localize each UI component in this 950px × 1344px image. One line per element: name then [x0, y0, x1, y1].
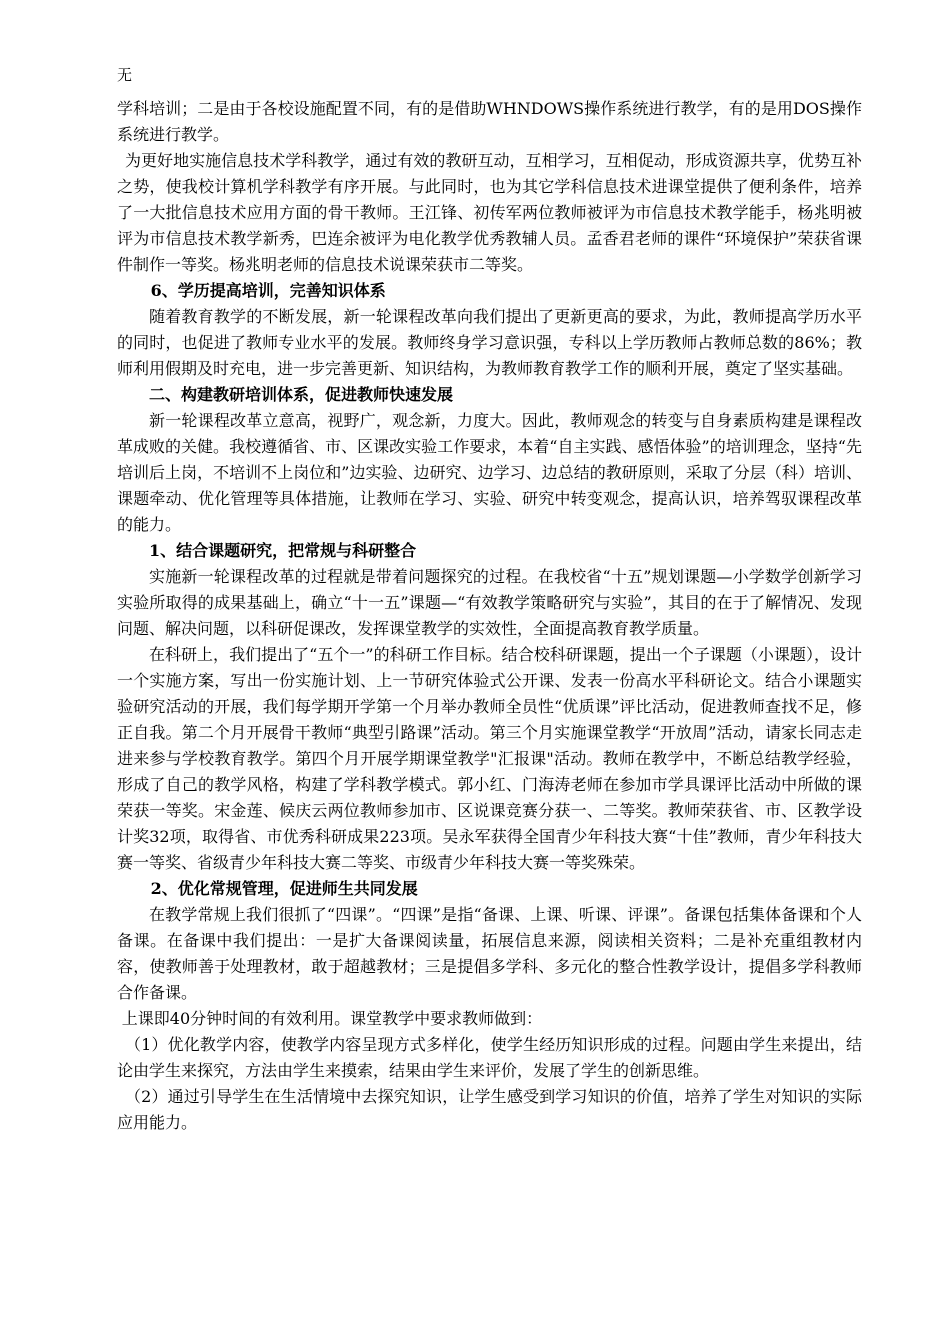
subsection-heading-1: 1、结合课题研究，把常规与科研整合 — [149, 541, 417, 560]
list-item-1: （1）优化教学内容，使教学内容呈现方式多样化，使学生经历知识形成的过程。问题由学生来提出，结论由学生来探究，方法由学生来摸索，结果由学生来评价，发展了学生的创新思维。 — [117, 1035, 862, 1080]
paragraph-3: 随着教育教学的不断发展，新一轮课程改革向我们提出了更新更高的要求，为此，教师提高学历水平的同时，也促进了教师专业水平的发展。教师终身学习意识强，专科以上学历教师占教师总数的86%；教师利用假期及时充电，进一步完善更新、知识结构，为教师教育教学工作的顺利开展，奠定了坚实基础。 — [117, 307, 862, 378]
paragraph-2: 为更好地实施信息技术学科教学，通过有效的教研互动，互相学习，互相促动，形成资源共享，优势互补之势，使我校计算机学科教学有序开展。与此同时，也为其它学科信息技术进课堂提供了便利条件，培养了一大批信息技术应用方面的骨干教师。王江锋、初传军两位教师被评为市信息技术教学能手，杨兆明被评为市信息技术教学新秀，巴连余被评为电化教学优秀教辅人员。孟香君老师的课件“环境保护”荣获省课件制作一等奖。杨兆明老师的信息技术说课荣获市二等奖。 — [117, 151, 862, 274]
paragraph-1: 学科培训；二是由于各校设施配置不同，有的是借助WHNDOWS操作系统进行教学，有的是用DOS操作系统进行教学。 — [117, 99, 862, 144]
paragraph-5: 实施新一轮课程改革的过程就是带着问题探究的过程。在我校省“十五”规划课题—小学数学创新学习实验所取得的成果基础上，确立“十一五”课题—“有效教学策略研究与实验”，其目的在于了解情况、发现问题、解决问题，以科研促课改，发挥课堂教学的实效性，全面提高教育教学质量。 — [117, 567, 862, 638]
document-page — [117, 60, 862, 1136]
paragraph-4: 新一轮课程改革立意高，视野广，观念新，力度大。因此，教师观念的转变与自身素质构建是课程改革成败的关健。我校遵循省、市、区课改实验工作要求，本着“自主实践、感悟体验”的培训理念，坚持“先培训后上岗，不培训不上岗位和”边实验、边研究、边学习、边总结的教研原则，采取了分层（科）培训、课题牵动、优化管理等具体措施，让教师在学习、实验、研究中转变观念，提高认识，培养驾驭课程改革的能力。 — [117, 411, 862, 534]
list-item-2: （2）通过引导学生在生活情境中去探究知识，让学生感受到学习知识的价值，培养了学生对知识的实际应用能力。 — [117, 1087, 862, 1132]
paragraph-6: 在科研上，我们提出了“五个一”的科研工作目标。结合校科研课题，提出一个子课题（小课题），设计一个实施方案，写出一份实施计划、上一节研究体验式公开课、发表一份高水平科研论文。结合小课题实验研究活动的开展，我们每学期开学第一个月举办教师全员性“优质课”评比活动，促进教师查找不足，修正自我。第二个月开展骨干教师“典型引路课”活动。第三个月实施课堂教学“开放周”活动，请家长同志走进来参与学校教育教学。第四个月开展学期课堂教学"汇报课"活动。教师在教学中，不断总结教学经验，形成了自己的教学风格，构建了学科教学模式。郭小红、门海涛老师在参加市学具课评比活动中所做的课荣获一等奖。宋金莲、候庆云两位教师参加市、区说课竞赛分获一、二等奖。教师荣获省、市、区教学设计奖32项，取得省、市优秀科研成果223项。吴永军获得全国青少年科技大赛“十佳”教师，青少年科技大赛一等奖、省级青少年科技大赛二等奖、市级青少年科技大赛一等奖殊荣。 — [117, 645, 862, 872]
subsection-heading-2: 2、优化常规管理，促进师生共同发展 — [150, 879, 418, 898]
section-heading-6: 6、学历提高培训，完善知识体系 — [150, 281, 386, 300]
page-header: 无 — [117, 66, 133, 84]
section-heading-2: 二、构建教研培训体系，促进教师快速发展 — [149, 385, 454, 404]
paragraph-7: 在教学常规上我们很抓了“四课”。“四课”是指“备课、上课、听课、评课”。备课包括集体备课和个人备课。在备课中我们提出：一是扩大备课阅读量，拓展信息来源，阅读相关资料；二是补充重组教材内容，使教师善于处理教材，敢于超越教材；三是提倡多学科、多元化的整合性教学设计，提倡多学科教师合作备课。 — [117, 905, 862, 1002]
paragraph-8: 上课即40分钟时间的有效利用。课堂教学中要求教师做到： — [121, 1009, 543, 1028]
